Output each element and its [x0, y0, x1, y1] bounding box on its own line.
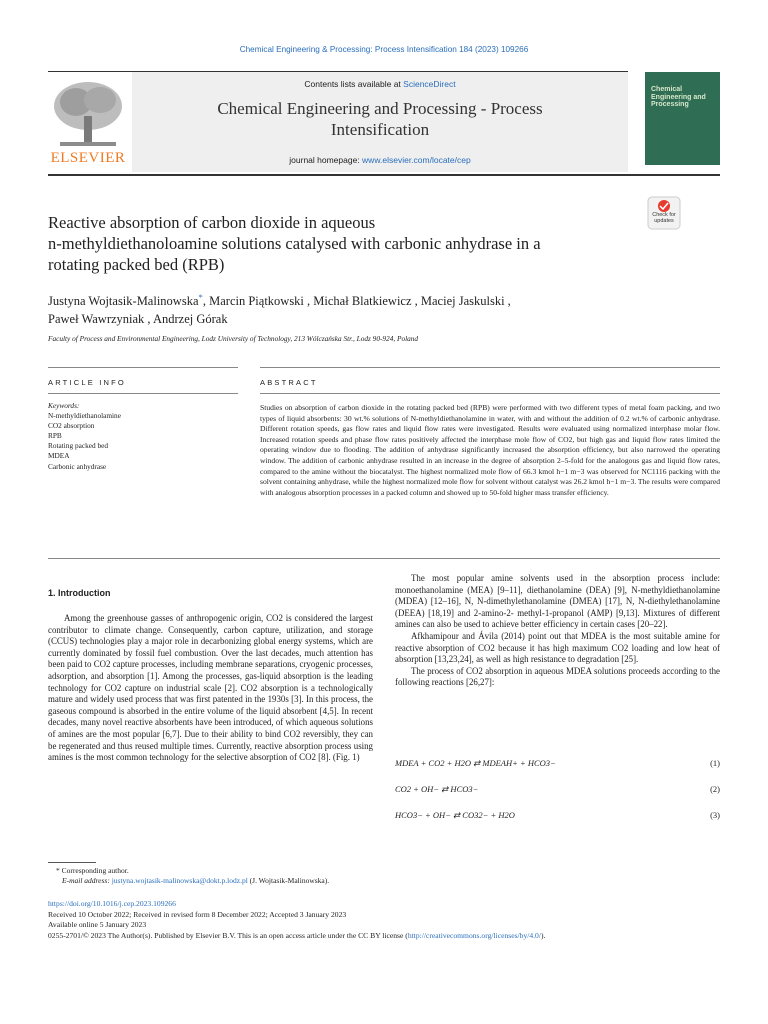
- footnotes: [48, 866, 728, 887]
- article-title-line2: n-methyldiethanoloamine solutions catalysed with carbonic anhydrase in a: [48, 234, 541, 253]
- intro-paragraph-2: The most popular amine solvents used in the absorption process include: monoethanolamine (MEA) [9–11], diethanolamine (DEA) [9], N-methyldiethanolamine (MDEA) [12–16], N, N-dimethylethanolamine (DMEA) [17], N, N-diethylethanolamine (DEEA) [18,19] and 2-amino-2- methyl-1-propanol (AMP) [9,13]. Mixtures of different amines can also be used to achieve better efficiency in certain cases [20–22].: [395, 573, 720, 630]
- contents-line: [132, 79, 628, 89]
- keywords-label: Keywords:: [48, 401, 80, 410]
- abstract-top-rule: [260, 367, 720, 368]
- equation-2-number: (2): [710, 784, 720, 794]
- corresponding-author-note: Corresponding author.: [61, 866, 129, 875]
- journal-homepage: [132, 155, 628, 165]
- license-text: 0255-2701/© 2023 The Author(s). Published by Elsevier B.V. This is an open access article under the CC BY license (: [48, 930, 408, 940]
- keyword-item: Rotating packed bed: [48, 441, 108, 451]
- introduction-heading: 1. Introduction: [48, 588, 111, 598]
- equation-3: [395, 810, 720, 821]
- corresponding-author-mark[interactable]: *: [198, 291, 203, 302]
- intro-paragraph-3: Afkhamipour and Ávila (2014) point out that MDEA is the most suitable amine for reactive absorption of CO2 because it has high maximum CO2 loading and low heat of absorption [13,23,24], as well as high resistance to degradation [25].: [395, 630, 720, 665]
- license-suffix: ).: [540, 930, 546, 940]
- body-column-left: [48, 613, 373, 764]
- abstract-heading-rule: [260, 393, 720, 394]
- footnote-star: *: [56, 866, 62, 875]
- footnote-rule: [48, 862, 96, 863]
- journal-title-line1: Chemical Engineering and Processing - Process: [217, 99, 543, 118]
- intro-paragraph-1: Among the greenhouse gasses of anthropogenic origin, CO2 is considered the largest contributor to climate change. Consequently, carbon capture, utilization, and storage (CCUS) technologies play a major role in decarbonizing global energy systems, which are currently dominated by fossil fuel combustion. Over the last decades, much attention has been paid to CO2 capture processes, including membrane separations, cryogenic processes, adsorption, and absorption [1]. Among the processes, gas-liquid absorption is the leading technology for CO2 capture on industrial scale [2]. CO2 absorption is a technologically mature and widely used process that was first patented in the 1930s [3]. In this process, the gaseous compound is absorbed in the entire volume of the liquid absorbent [4,5]. In recent decades, many novel reactive absorbents have been introduced, of which aqueous solutions of amines are the most popular [6,7]. Due to their ability to bind CO2 reversibly, they can be regenerated and thus reused multiple times. Currently, reactive absorption process using amines is the most common technology for the selective absorption of CO2 [8]. (Fig. 1): [48, 613, 373, 763]
- license-line: [48, 931, 738, 942]
- author-list: [48, 292, 628, 328]
- article-info-heading-rule: [48, 393, 238, 394]
- bibliographic-info: [48, 899, 738, 941]
- author-list-line1-rest[interactable]: , Marcin Piątkowski , Michał Blatkiewicz , Maciej Jaskulski ,: [202, 294, 511, 308]
- keywords-block: [48, 401, 228, 472]
- equation-1-text: MDEA + CO2 + H2O ⇄ MDEAH+ + HCO3−: [395, 758, 556, 768]
- available-online: Available online 5 January 2023: [48, 920, 147, 930]
- received-dates: Received 10 October 2022; Received in revised form 8 December 2022; Accepted 3 January 2023: [48, 909, 347, 919]
- keyword-item: N-methyldiethanolamine: [48, 411, 121, 421]
- article-title-line3: rotating packed bed (RPB): [48, 255, 225, 274]
- email-suffix: (J. Wojtasik-Malinowska).: [249, 876, 330, 886]
- keyword-item: MDEA: [48, 451, 70, 461]
- keyword-item: RPB: [48, 431, 62, 441]
- body-column-right: [395, 573, 720, 689]
- keyword-item: CO2 absorption: [48, 421, 95, 431]
- equation-3-text: HCO3− + OH− ⇄ CO32− + H2O: [395, 810, 515, 820]
- doi-link[interactable]: https://doi.org/10.1016/j.cep.2023.109266: [48, 899, 176, 908]
- journal-title: [132, 98, 628, 140]
- elsevier-wordmark: ELSEVIER: [50, 150, 126, 166]
- equation-1-number: (1): [710, 758, 720, 768]
- author-link-first[interactable]: Justyna Wojtasik-Malinowska: [48, 294, 199, 308]
- article-info-heading: ARTICLE INFO: [48, 378, 126, 387]
- contents-prefix: Contents lists available at: [304, 79, 404, 89]
- abstract-bottom-rule: [48, 558, 720, 559]
- intro-paragraph-4: The process of CO2 absorption in aqueous MDEA solutions proceeds according to the following reactions [26,27]:: [395, 665, 720, 688]
- homepage-prefix: journal homepage:: [289, 155, 363, 165]
- author-list-line2[interactable]: Paweł Wawrzyniak , Andrzej Górak: [48, 312, 228, 326]
- journal-reference[interactable]: Chemical Engineering & Processing: Process Intensification 184 (2023) 109266: [239, 45, 529, 54]
- journal-cover-title: Chemical Engineering and Processing: [651, 86, 706, 108]
- keyword-item: Carbonic anhydrase: [48, 461, 107, 471]
- equation-3-number: (3): [710, 810, 720, 820]
- email-label: E-mail address:: [62, 876, 110, 886]
- equation-2-text: CO2 + OH− ⇄ HCO3−: [395, 784, 479, 794]
- header-bottom-rule: [48, 174, 720, 176]
- equation-1: [395, 758, 720, 769]
- sciencedirect-link[interactable]: ScienceDirect: [403, 79, 456, 89]
- article-title: [48, 212, 638, 275]
- abstract-text: Studies on absorption of carbon dioxide in the rotating packed bed (RPB) were performed with two different types of metal foam packing, and two types of liquid absorbents: 30 wt.% solutions of N-methyldiethanolamine in water, with and without the addition of 0.2 wt.% of carbonic anhydrase. Different rotation speeds, gas flow rates and liquid flow rates were investigated. Results were evaluated using normalized interphase molar flow. Increased rotation speeds and phase flow rates positively affected the interphase mole flow of CO2, but high gas and liquid flow rates limited the operating window due to flooding. The addition of anhydrase significantly increased the absorption efficiency, but also narrowed the operating window. The addition of carbonic anhydrase resulted in an increase in the degree of absorption 2–5-fold for the analogous gas and liquid flow rates, compared to the amine without the biocatalyst. The highest normalized mole flow of 66.3 kmol h−1 m−3 was observed for NC1116 packing with the solvent containing anhydrase, while the highest normalized mole flow for solvent without catalyst was 26.2 kmol h−1 m−3. The results were compared with analogous absorption processes in a packed column and showed up to 50-fold higher mass transfer efficiency.: [260, 403, 720, 497]
- email-link[interactable]: justyna.wojtasik-malinowska@dokt.p.lodz.pl: [111, 876, 248, 886]
- article-info-top-rule: [48, 367, 238, 368]
- journal-title-line2: Intensification: [330, 120, 430, 139]
- article-title-line1: Reactive absorption of carbon dioxide in aqueous: [48, 213, 376, 232]
- license-link[interactable]: http://creativecommons.org/licenses/by/4.0/: [407, 930, 541, 940]
- affiliation: Faculty of Process and Environmental Engineering, Lodz University of Technology, 213 Wólczańska Str., Lodz 90-924, Poland: [48, 334, 419, 343]
- equation-2: [395, 784, 720, 795]
- homepage-link[interactable]: www.elsevier.com/locate/cep: [362, 155, 471, 165]
- abstract-heading: ABSTRACT: [260, 378, 318, 387]
- check-for-updates-label[interactable]: Check for updates: [652, 212, 676, 224]
